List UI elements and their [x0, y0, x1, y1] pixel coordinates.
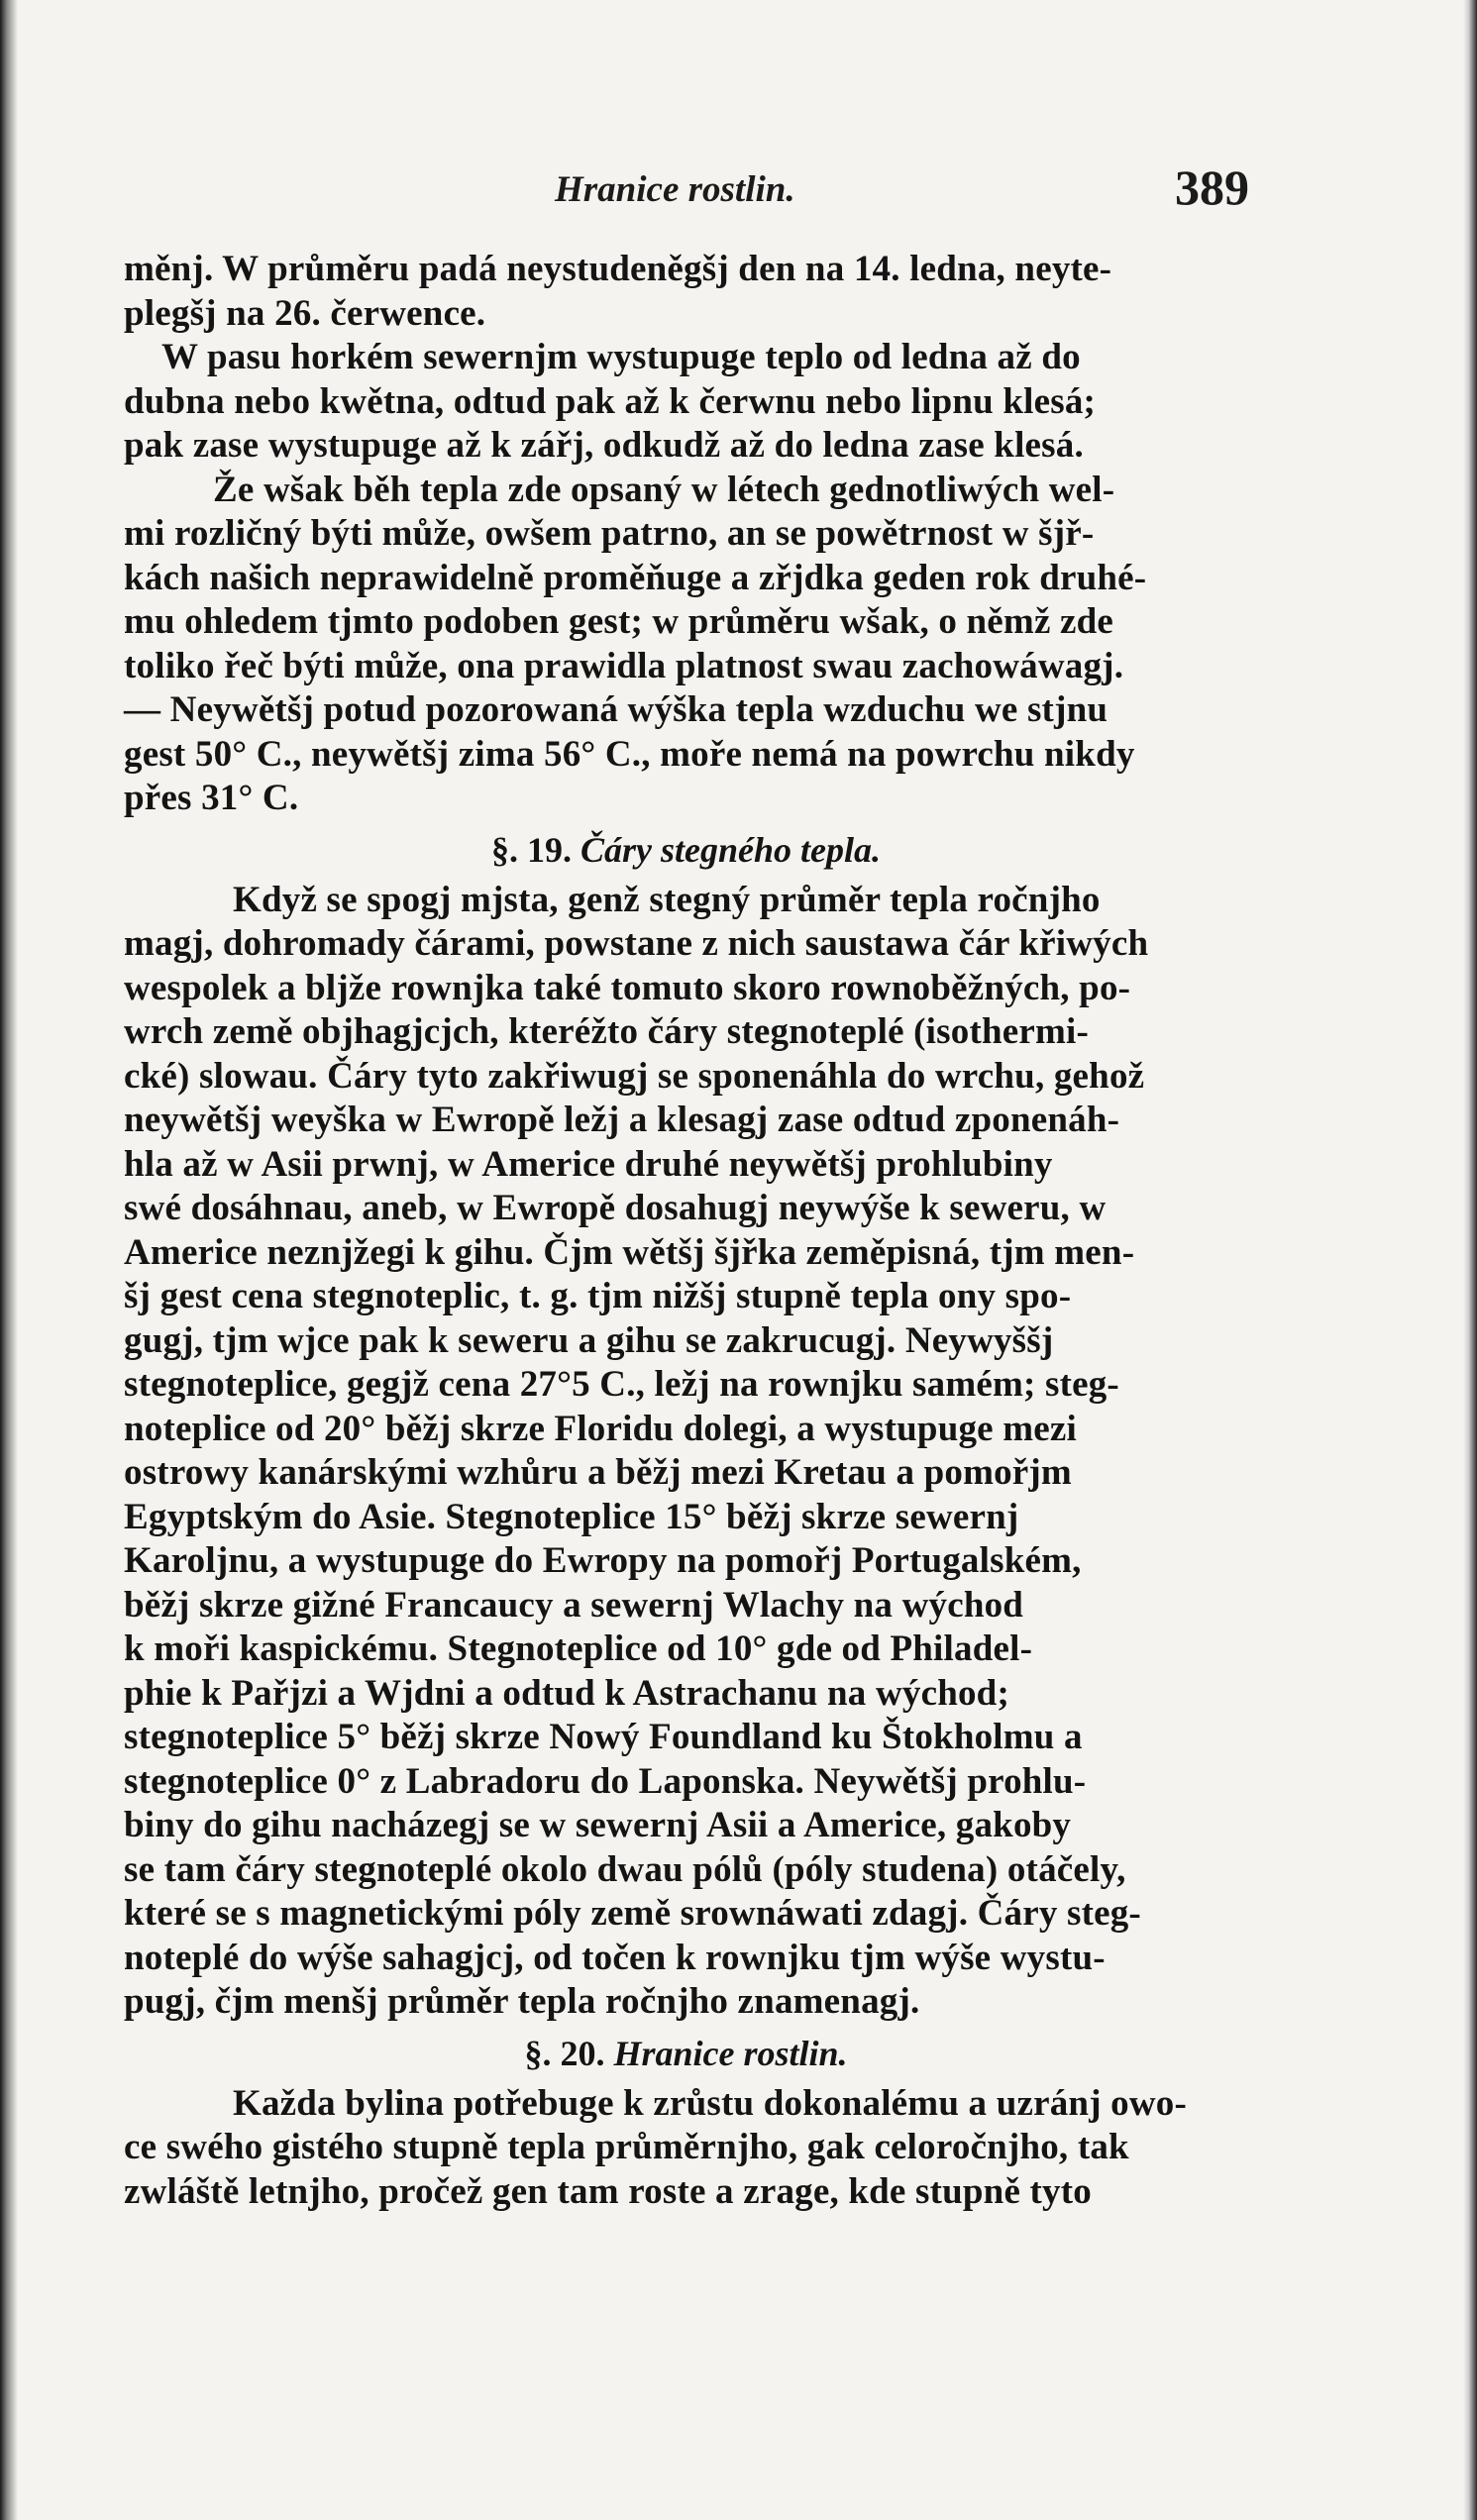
text-line: toliko řeč býti může, ona prawidla platnost swau zachowáwagj. [124, 645, 1124, 686]
section-heading-19 [124, 821, 1248, 879]
text-line: Že wšak běh tepla zde opsaný w létech gednotliwých wel- [213, 469, 1115, 510]
text-line: mi rozličný býti může, owšem patrno, an se powětrnost w šjř- [124, 513, 1095, 554]
text-line: které se s magnetickými póly země srownáwati zdagj. Čáry steg- [124, 1893, 1141, 1934]
text-line: pugj, čjm menšj průměr tepla ročnjho znamenagj. [124, 1981, 920, 2022]
text-line: plegšj na 26. čerwence. [124, 292, 486, 334]
text-line: swé dosáhnau, aneb, w Ewropě dosahugj neywýše k seweru, w [124, 1188, 1107, 1228]
text-line: přes 31° C. [124, 778, 299, 818]
page-number: 389 [1175, 159, 1249, 215]
text-line: pak zase wystupuge až k zářj, odkudž až do ledna zase klesá. [124, 425, 1084, 466]
text-line: wrch země objhagjcjch, kteréžto čáry stegnoteplé (isothermi- [124, 1011, 1090, 1052]
text-line: magj, dohromady čárami, powstane z nich saustawa čár křiwých [124, 923, 1149, 964]
text-line: cké) slowau. Čáry tyto zakřiwugj se sponenáhla do wrchu, gehož [124, 1055, 1145, 1097]
page-edge-shadow [1463, 0, 1477, 2520]
text-line: W pasu horkém sewernjm wystupuge teplo od ledna až do [161, 337, 1081, 377]
section-title: Čáry stegného tepla. [580, 829, 881, 870]
text-line: Egyptským do Asie. Stegnoteplice 15° běžj skrze sewernj [124, 1496, 1019, 1537]
text-line: stegnoteplice, gegjž cena 27°5 C., ležj na rownjku samém; steg- [124, 1364, 1119, 1405]
text-line: noteplice od 20° běžj skrze Floridu dolegi, a wystupuge mezi [124, 1408, 1078, 1449]
text-line: wespolek a blјže rownjka také tomuto skoro rownoběžných, po- [124, 967, 1131, 1008]
text-line: Americe neznjžegi k gihu. Čjm wětšj šjřka zeměpisná, tjm men- [124, 1231, 1135, 1273]
text-line: phie k Pařjzi a Wjdni a odtud k Astrachanu na wýchod; [124, 1672, 1009, 1714]
text-line: běžj skrze gižné Francaucy a sewernj Wlachy na wýchod [124, 1584, 1024, 1626]
page-gutter-shadow [0, 0, 18, 2520]
text-line: Karoljnu, a wystupuge do Ewropy na pomořj Portugalském, [124, 1540, 1082, 1581]
text-line: ce swého gistého stupně tepla průměrnjho, gak celoročnjho, tak [124, 2127, 1129, 2167]
text-line: k moři kaspickému. Stegnoteplice od 10° gde od Philadel- [124, 1628, 1033, 1669]
text-line: stegnoteplice 0° z Labradoru do Laponska. Neywětšj prohlu- [124, 1760, 1087, 1802]
text-line: mu ohledem tjmto podoben gest; w průměru wšak, o němž zde [124, 601, 1114, 642]
text-line: biny do gihu nacházegj se w sewernj Asii a Americe, gakoby [124, 1805, 1072, 1845]
text-line: se tam čáry stegnoteplé okolo dwau pólů (póly studena) otáčely, [124, 1848, 1126, 1890]
section-heading-20 [124, 2025, 1248, 2082]
text-line: gest 50° C., neywětšj zima 56° C., moře nemá na powrchu nikdy [124, 733, 1135, 775]
text-line: ostrowy kanárskými wzhůru a běžj mezi Kretau a pomořjm [124, 1452, 1072, 1493]
body-text [124, 248, 1248, 2214]
text-line: — Neywětšj potud pozorowaná wýška tepla wzduchu we stjnu [124, 689, 1108, 730]
text-line: Když se spogj mjsta, genž stegný průměr tepla ročnjho [233, 879, 1101, 920]
text-line: neywětšj weyška w Ewropě ležj a klesagj zase odtud zponenáh- [124, 1100, 1120, 1140]
text-line: dubna nebo kwětna, odtud pak až k čerwnu nebo lipnu klesá; [124, 380, 1097, 422]
text-line: měnj. W průměru padá neystudeněgšj den na 14. ledna, neyte- [124, 249, 1112, 289]
text-line: zwláště letnjho, pročež gen tam roste a zrage, kde stupně tyto [124, 2170, 1092, 2212]
text-line: stegnoteplice 5° běžj skrze Nowý Foundland ku Štokholmu a [124, 1717, 1083, 1757]
text-line: hla až w Asii prwnj, w Americe druhé neywětšj prohlubiny [124, 1143, 1053, 1185]
text-line: šj gest cena stegnoteplic, t. g. tjm nižšj stupně tepla ony spo- [124, 1276, 1072, 1316]
text-line: Každa bylina potřebuge k zrůstu dokonalému a uzránj owo- [233, 2082, 1188, 2124]
text-line: kách našich neprawidelně proměňuge a zřjdka geden rok druhé- [124, 557, 1147, 598]
section-number: §. 19. [491, 829, 572, 870]
running-head: Hranice rostlin. [555, 169, 795, 210]
text-line: noteplé do wýše sahagjcj, od točen k rownjku tjm wýše wystu- [124, 1937, 1106, 1978]
section-title: Hranice rostlin. [613, 2033, 848, 2073]
text-line: gugj, tjm wjce pak k seweru a gihu se zakrucugj. Neywyššj [124, 1319, 1054, 1361]
section-number: §. 20. [524, 2033, 605, 2073]
